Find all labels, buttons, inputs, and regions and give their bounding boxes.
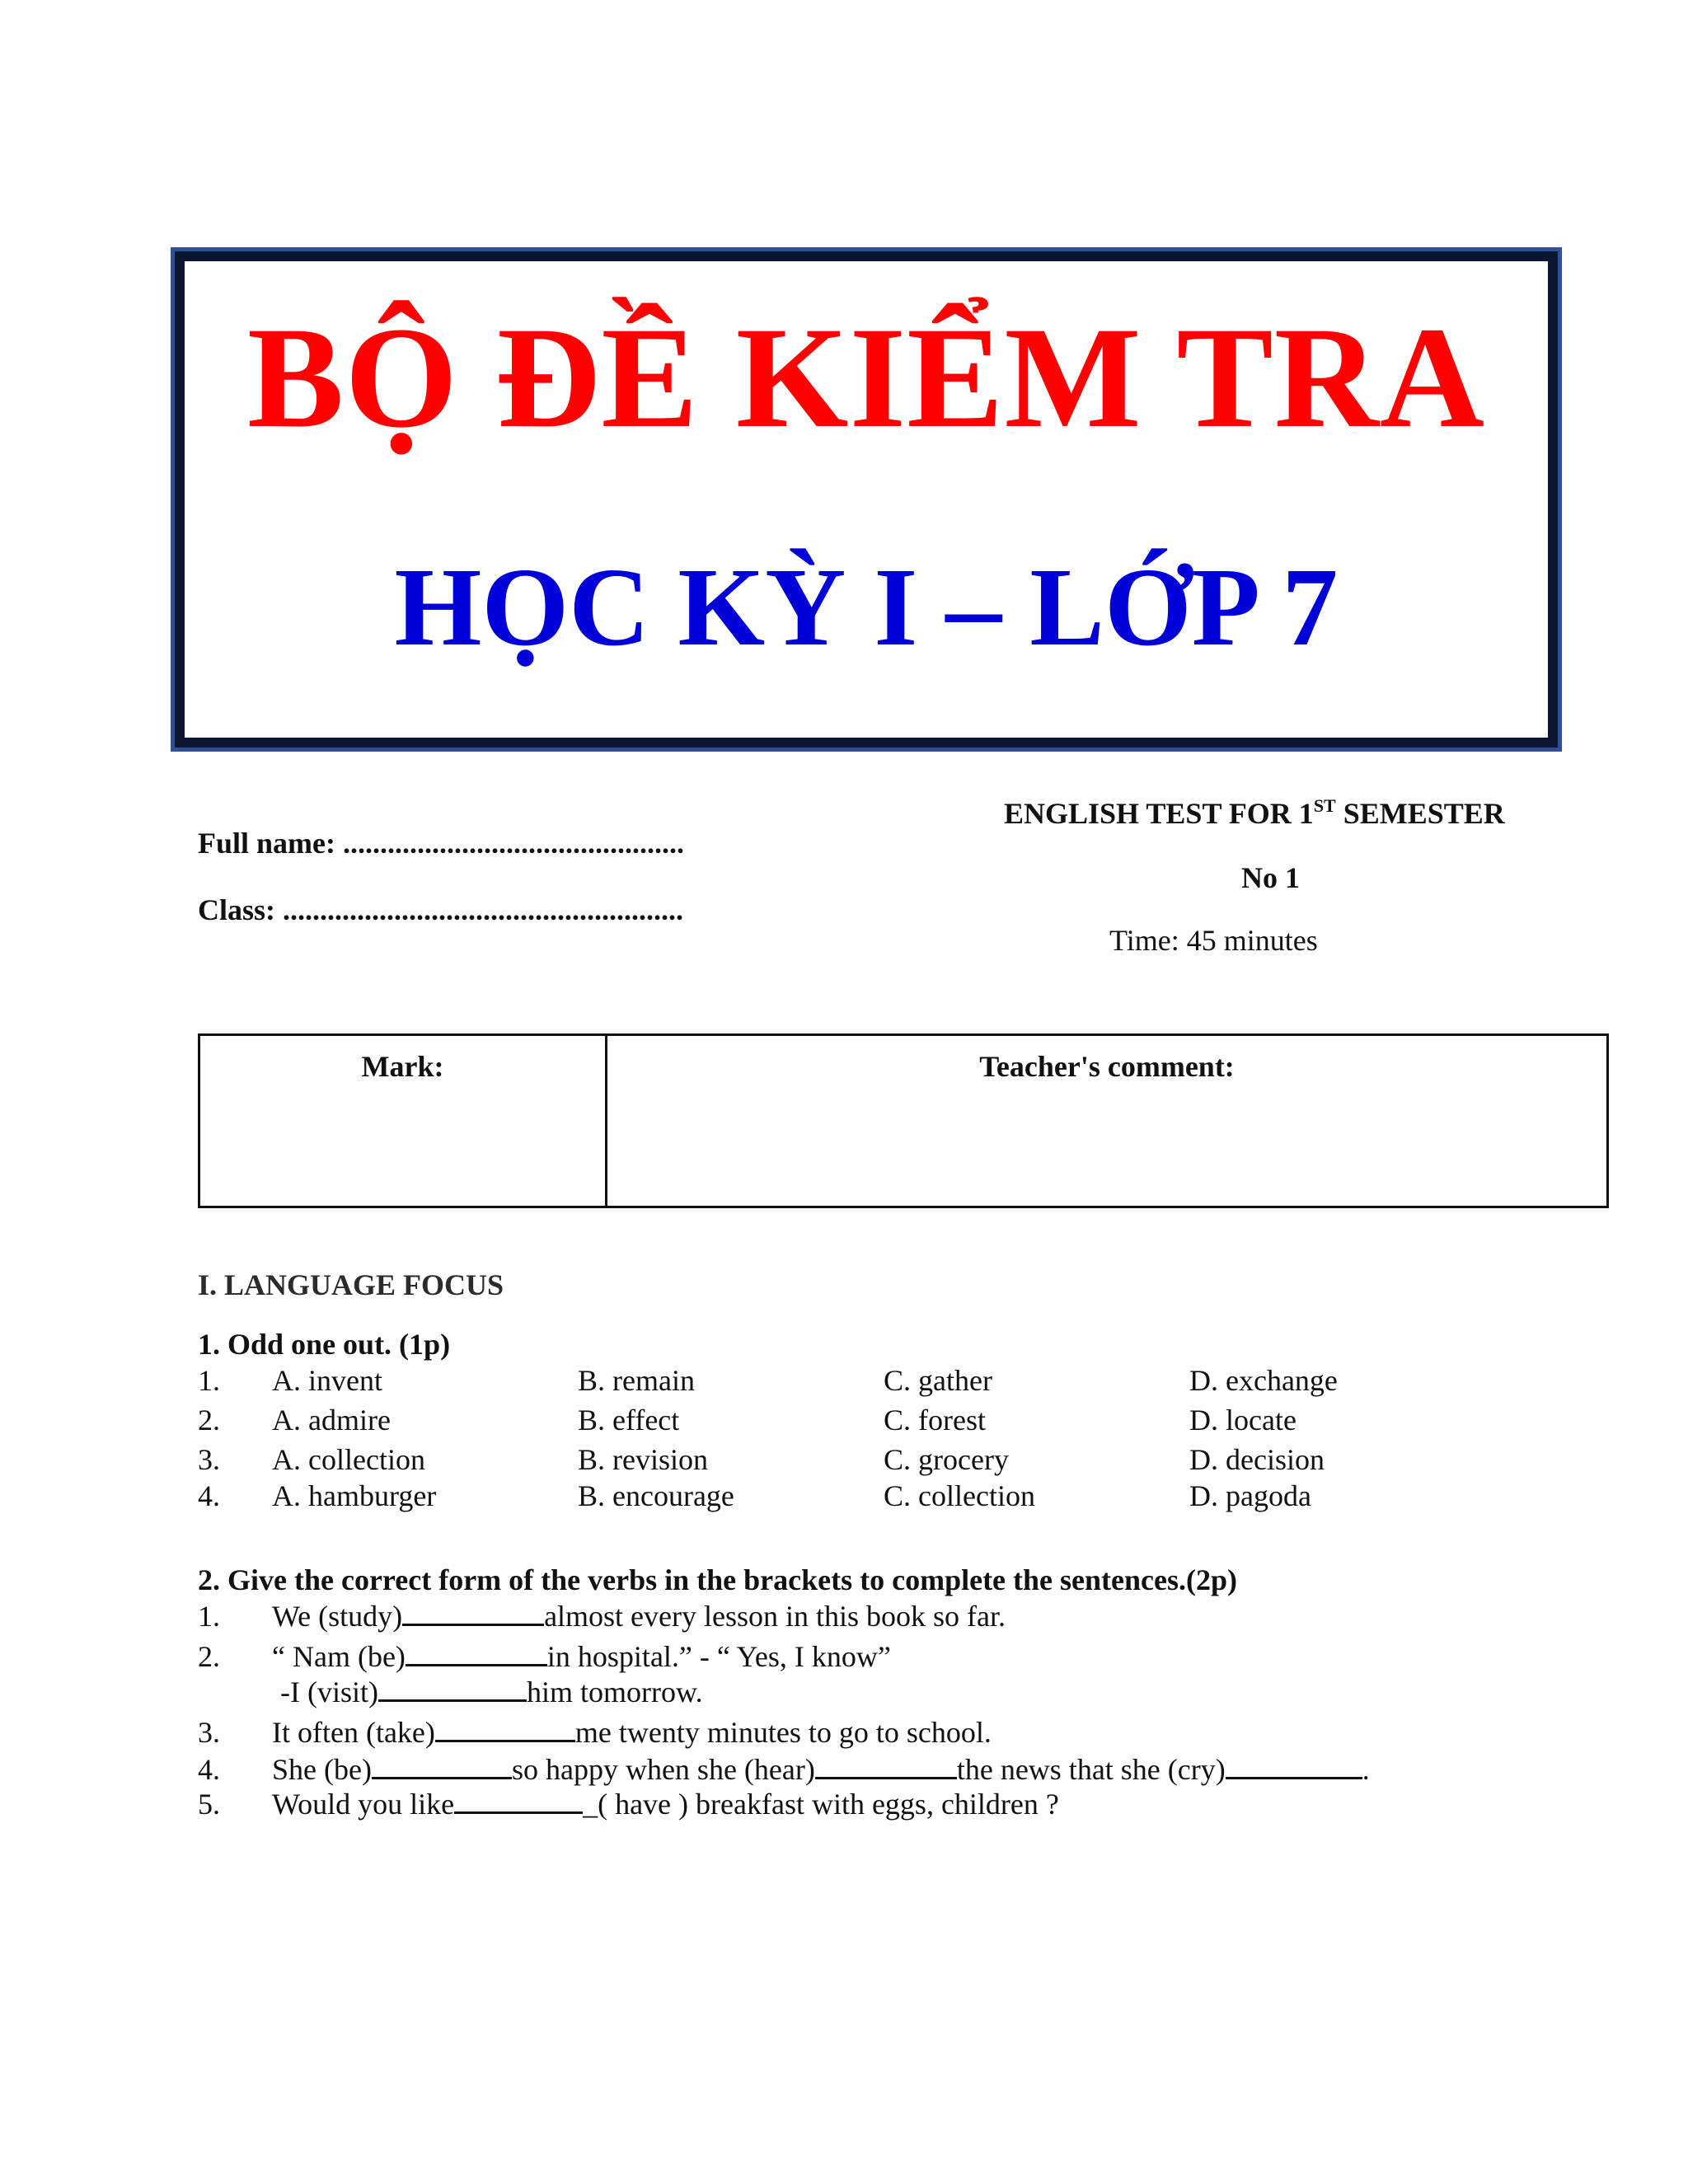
full-name-label: Full name:: [198, 827, 335, 860]
answer-blank[interactable]: [378, 1675, 527, 1702]
teacher-comment-cell: [607, 1036, 1606, 1206]
mark-table: [198, 1033, 1609, 1208]
answer-blank[interactable]: [406, 1639, 547, 1666]
answer-blank[interactable]: [454, 1787, 583, 1814]
answer-blank[interactable]: [402, 1599, 544, 1626]
title-banner-inner: [185, 261, 1548, 738]
class-dots: ......................................................: [283, 893, 684, 926]
answer-blank[interactable]: [372, 1752, 512, 1779]
answer-blank[interactable]: [815, 1752, 957, 1779]
teacher-comment-label: Teacher's comment:: [979, 1050, 1235, 1083]
banner-title: BỘ ĐỀ KIỂM TRA: [246, 298, 1486, 458]
task1-title: 1. Odd one out. (1p): [198, 1328, 451, 1361]
class-line: [198, 893, 683, 927]
mark-label: Mark:: [361, 1050, 444, 1083]
section-title: I. LANGUAGE FOCUS: [198, 1268, 504, 1301]
title-banner: [171, 247, 1562, 752]
banner-subtitle: HỌC KỲ I – LỚP 7: [394, 546, 1339, 669]
answer-blank[interactable]: [1226, 1752, 1362, 1779]
answer-blank[interactable]: [435, 1715, 575, 1742]
test-title: ENGLISH TEST FOR 1ST SEMESTER: [1004, 795, 1505, 830]
class-label: Class:: [198, 893, 276, 926]
mark-cell: [200, 1036, 607, 1206]
task2-title: 2. Give the correct form of the verbs in the brackets to complete the sentences.(2p): [198, 1563, 1237, 1596]
test-time: Time: 45 minutes: [1109, 924, 1318, 957]
full-name-line: [198, 826, 684, 860]
test-number: No 1: [1241, 861, 1300, 894]
full-name-dots: ..............................................: [343, 827, 684, 860]
